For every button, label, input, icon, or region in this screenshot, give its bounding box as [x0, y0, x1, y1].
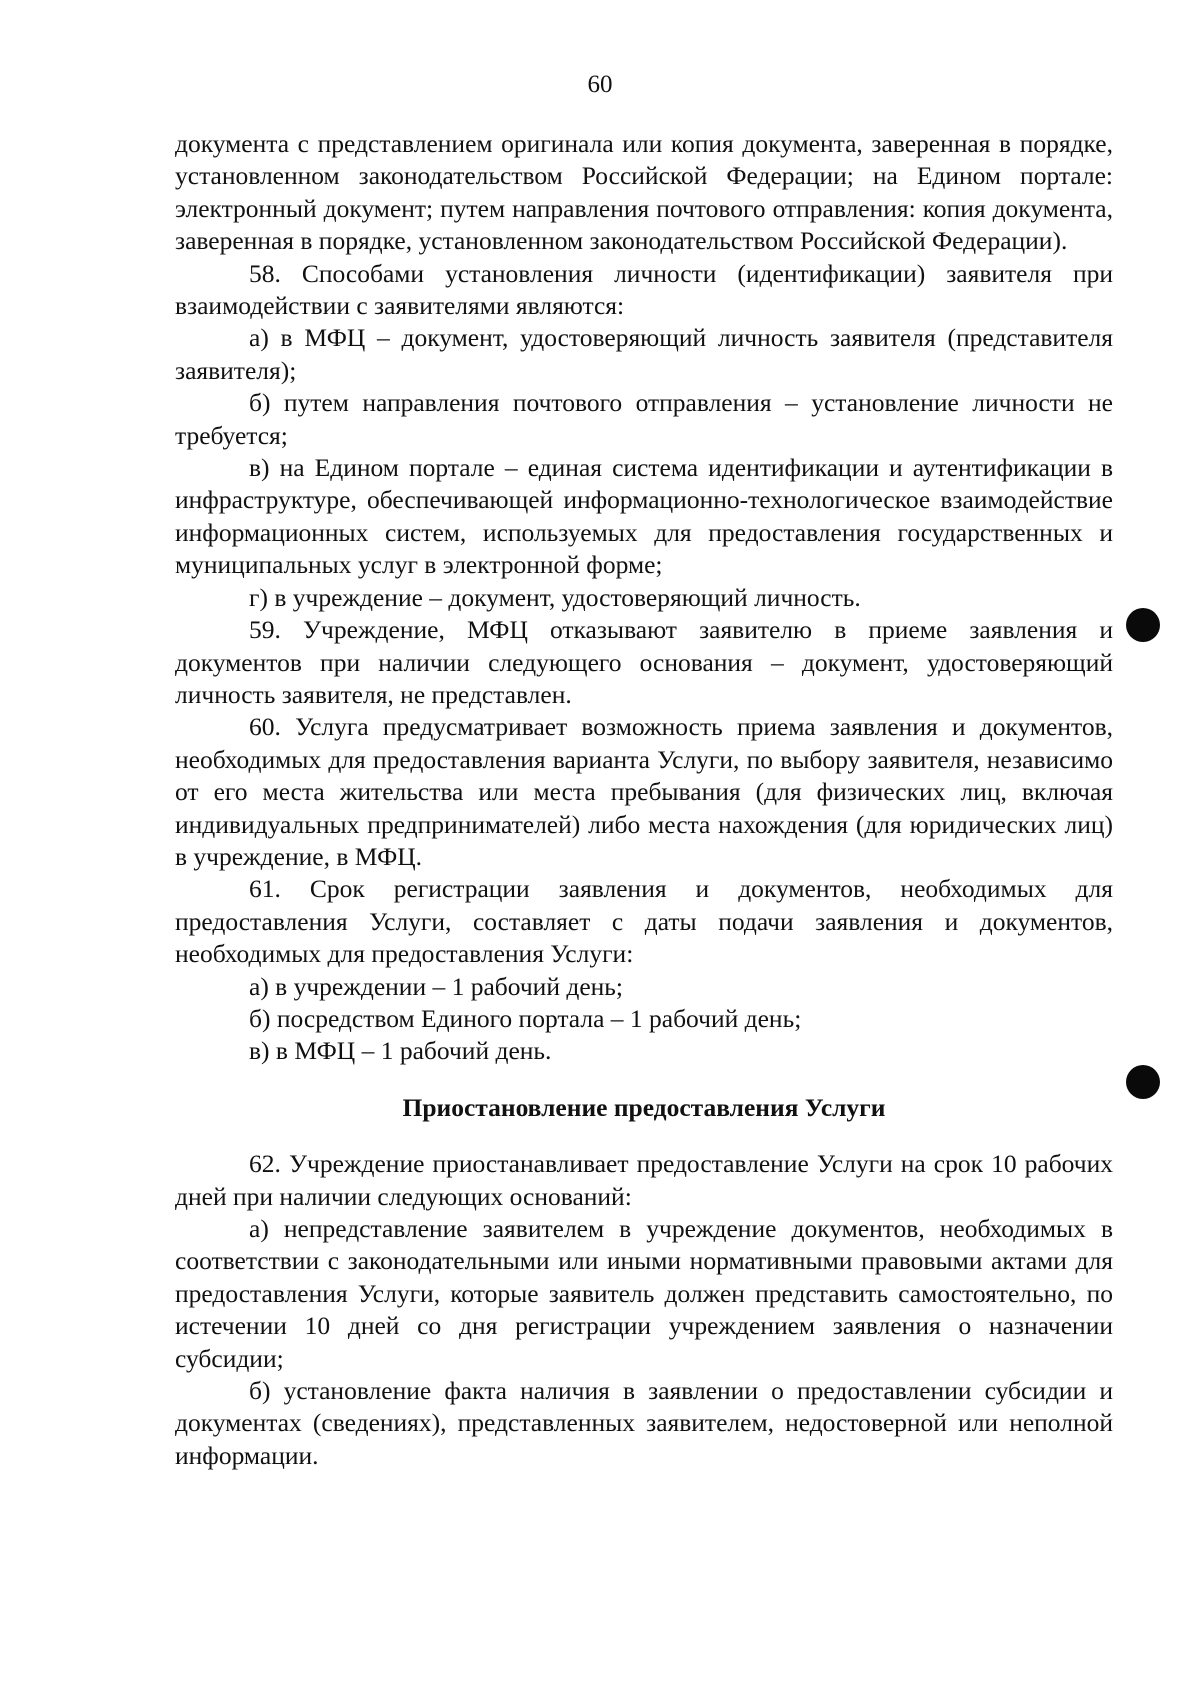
section-after-heading — [175, 1148, 1113, 1472]
section-heading: Приостановление предоставления Услуги — [402, 1092, 886, 1122]
paragraph: в) на Едином портале – единая система идентификации и аутентификации в инфраструктуре, обеспечивающей информационно-технологическое взаимодействие информационных систем, используемых для предоставления государственных и муниципальных услуг в электронной форме; — [175, 453, 1113, 580]
document-body — [175, 128, 1113, 1472]
paragraph: 60. Услуга предусматривает возможность приема заявления и документов, необходимых для предоставления варианта Услуги, по выбору заявителя, независимо от его места жительства или места пребывания (для физических лиц, включая индивидуальных предпринимателей) либо места нахождения (для юридических лиц) в учреждение, в МФЦ. — [175, 712, 1113, 871]
paragraph: 59. Учреждение, МФЦ отказывают заявителю в приеме заявления и документов при наличии следующего основания – документ, удостоверяющий личность заявителя, не представлен. — [175, 615, 1113, 709]
section-before-heading — [175, 128, 1113, 1068]
paragraph: 61. Срок регистрации заявления и документов, необходимых для предоставления Услуги, составляет с даты подачи заявления и документов, необходимых для предоставления Услуги: — [175, 874, 1113, 969]
paragraph: б) путем направления почтового отправления – установление личности не требуется; — [175, 388, 1113, 450]
punch-hole-mark — [1126, 608, 1160, 642]
punch-hole-mark — [1126, 1065, 1160, 1099]
paragraph: а) непредставление заявителем в учреждение документов, необходимых в соответствии с законодательными или иными нормативными правовыми актами для предоставления Услуги, которые заявитель должен представить самостоятельно, по истечении 10 дней со дня регистрации учреждением заявления о назначении субсидии; — [175, 1214, 1113, 1373]
paragraph: а) в МФЦ – документ, удостоверяющий личность заявителя (представителя заявителя); — [175, 323, 1113, 385]
paragraph: б) установление факта наличия в заявлении о предоставлении субсидии и документах (сведениях), представленных заявителем, недостоверной или неполной информации. — [175, 1376, 1113, 1470]
paragraph: б) посредством Единого портала – 1 рабочий день; — [249, 1003, 802, 1033]
paragraph: документа с представлением оригинала или копия документа, заверенная в порядке, установленном законодательством Российской Федерации; на Едином портале: электронный документ; путем направления почтового отправления: копия документа, заверенная в порядке, установленном законодательством Российской Федерации). — [175, 129, 1113, 256]
paragraph: г) в учреждение – документ, удостоверяющий личность. — [249, 582, 861, 612]
paragraph: а) в учреждении – 1 рабочий день; — [249, 971, 623, 1001]
paragraph: в) в МФЦ – 1 рабочий день. — [249, 1036, 552, 1066]
page-number: 60 — [587, 71, 613, 98]
paragraph: 58. Способами установления личности (идентификации) заявителя при взаимодействии с заявителями являются: — [175, 258, 1113, 321]
paragraph: 62. Учреждение приостанавливает предоставление Услуги на срок 10 рабочих дней при наличии следующих оснований: — [175, 1149, 1113, 1211]
